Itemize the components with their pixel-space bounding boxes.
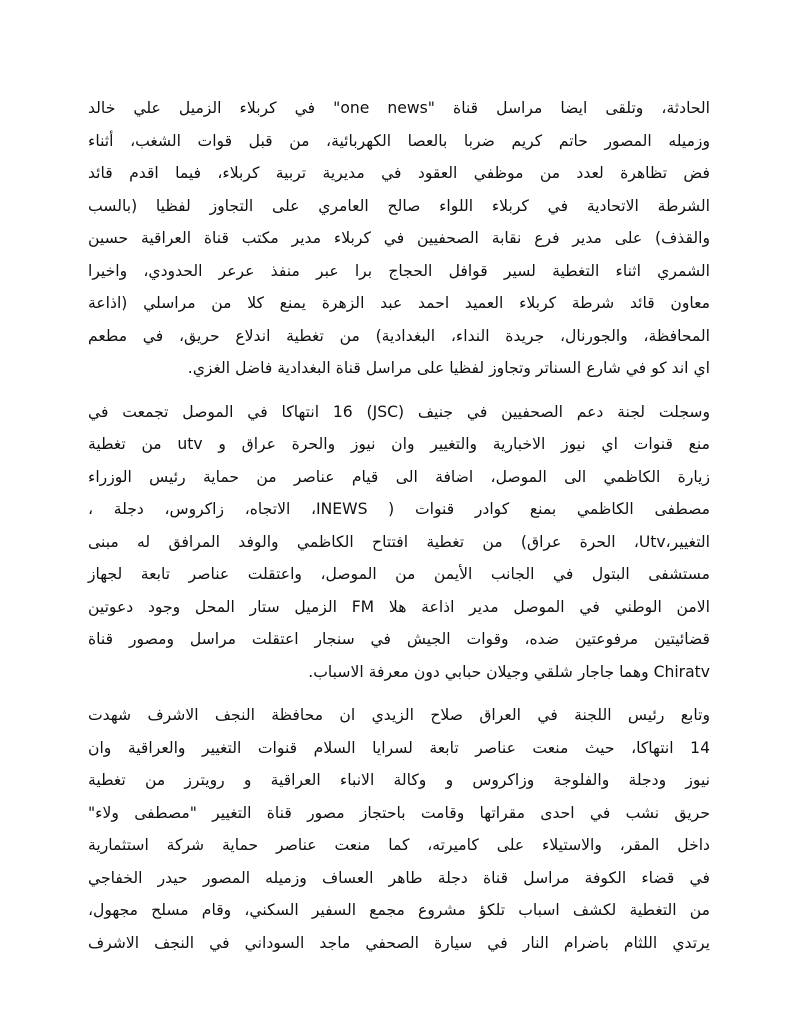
text-line: وسجلت لجنة دعم الصحفيين في جنيف (JSC) 16 انتهاكا في الموصل تجمعت في <box>88 402 710 421</box>
text-line: نيوز ودجلة والفلوجة وزاكروس و وكالة الانباء العراقية و رويترز من تغطية <box>88 771 710 789</box>
text-line: من التغطية لكشف اسباب تلكؤ مشروع مجمع السفير السكني، وقام مسلح مجهول، <box>88 901 710 919</box>
text-line: الشمري اثناء التغطية لسير قوافل الحجاج برا عبر منفذ عرعر الحدودي، واخيرا <box>88 261 710 280</box>
text-line: الشرطة الاتحادية في كربلاء اللواء صالح العامري على التجاوز لفظيا (بالسب <box>88 196 710 215</box>
text-line: مصطفى الكاظمي بمنع كوادر قنوات ( INEWS، الاتجاه، زاكروس، دجلة ، <box>88 500 711 518</box>
text-line: اي اند كو في شارع السناتر وتجاوز لفظيا على مراسل قناة البغدادية فاضل الغزي. <box>187 359 710 377</box>
text-line: يرتدي اللثام باضرام النار في سيارة الصحفي ماجد السوداني في النجف الاشرف <box>88 933 710 952</box>
text-line: فض تظاهرة لعدد من موظفي العقود في مديرية تربية كربلاء، فيما اقدم قائد <box>88 164 710 182</box>
text-line: حريق نشب في احدى مقراتها وقامت باحتجاز مصور قناة التغيير "مصطفى ولاء" <box>88 803 710 822</box>
text-line: وزميله المصور حاتم كريم ضربا بالعصا الكهربائية، من قبل قوات الشغب، أثناء <box>88 131 710 150</box>
text-line: زيارة الكاظمي الى الموصل، اضافة الى قيام عناصر من حماية رئيس الوزراء <box>88 467 710 486</box>
text-line: مستشفى البتول في الجانب الأيمن من الموصل، واعتقلت عناصر تابعة لجهاز <box>88 565 710 583</box>
paragraph-1 <box>88 92 710 385</box>
text-line: الحادثة، وتلقى ايضا مراسل قناة "one news" في كربلاء الزميل علي خالد <box>88 99 710 117</box>
document-page <box>88 92 710 959</box>
paragraph-2 <box>88 396 710 689</box>
text-line: الامن الوطني في الموصل مدير اذاعة هلا FM الزميل ستار المحل وجود دعوتين <box>88 597 710 616</box>
text-line: في قضاء الكوفة مراسل قناة دجلة طاهر العساف وزميله المصور حيدر الخفاجي <box>88 868 710 887</box>
text-line: Chiratv وهما جاجار شلقي وجيلان حبابي دون معرفة الاسباب. <box>308 662 710 681</box>
paragraph-3 <box>88 699 710 959</box>
text-line: منع قنوات اي نيوز الاخبارية والتغيير وان نيوز والحرة عراق و utv من تغطية <box>88 435 710 453</box>
text-line: المحافظة، والجورنال، جريدة النداء، البغدادية) من تغطية اندلاع حريق، في مطعم <box>88 326 710 345</box>
text-line: والقذف) على مدير فرع نقابة الصحفيين في كربلاء مدير مكتب قناة العراقية حسين <box>88 229 710 247</box>
text-line: التغيير،Utv، الحرة عراق) من تغطية افتتاح الكاظمي والوفد المرافق له مبنى <box>88 532 710 551</box>
text-line: قضائيتين مرفوعتين ضده، وقوات الجيش في سنجار اعتقلت مراسل ومصور قناة <box>88 630 710 648</box>
text-line: وتابع رئيس اللجنة في العراق صلاح الزيدي ان محافظة النجف الاشرف شهدت <box>88 706 710 724</box>
text-line: 14 انتهاكا، حيث منعت عناصر تابعة لسرايا السلام قنوات التغيير والعراقية وان <box>88 738 710 757</box>
text-line: داخل المقر، والاستيلاء على كاميرته، كما منعت عناصر حماية شركة استثمارية <box>88 836 710 854</box>
text-line: معاون قائد شرطة كربلاء العميد احمد عبد الزهرة يمنع كلا من مراسلي (اذاعة <box>88 294 710 312</box>
